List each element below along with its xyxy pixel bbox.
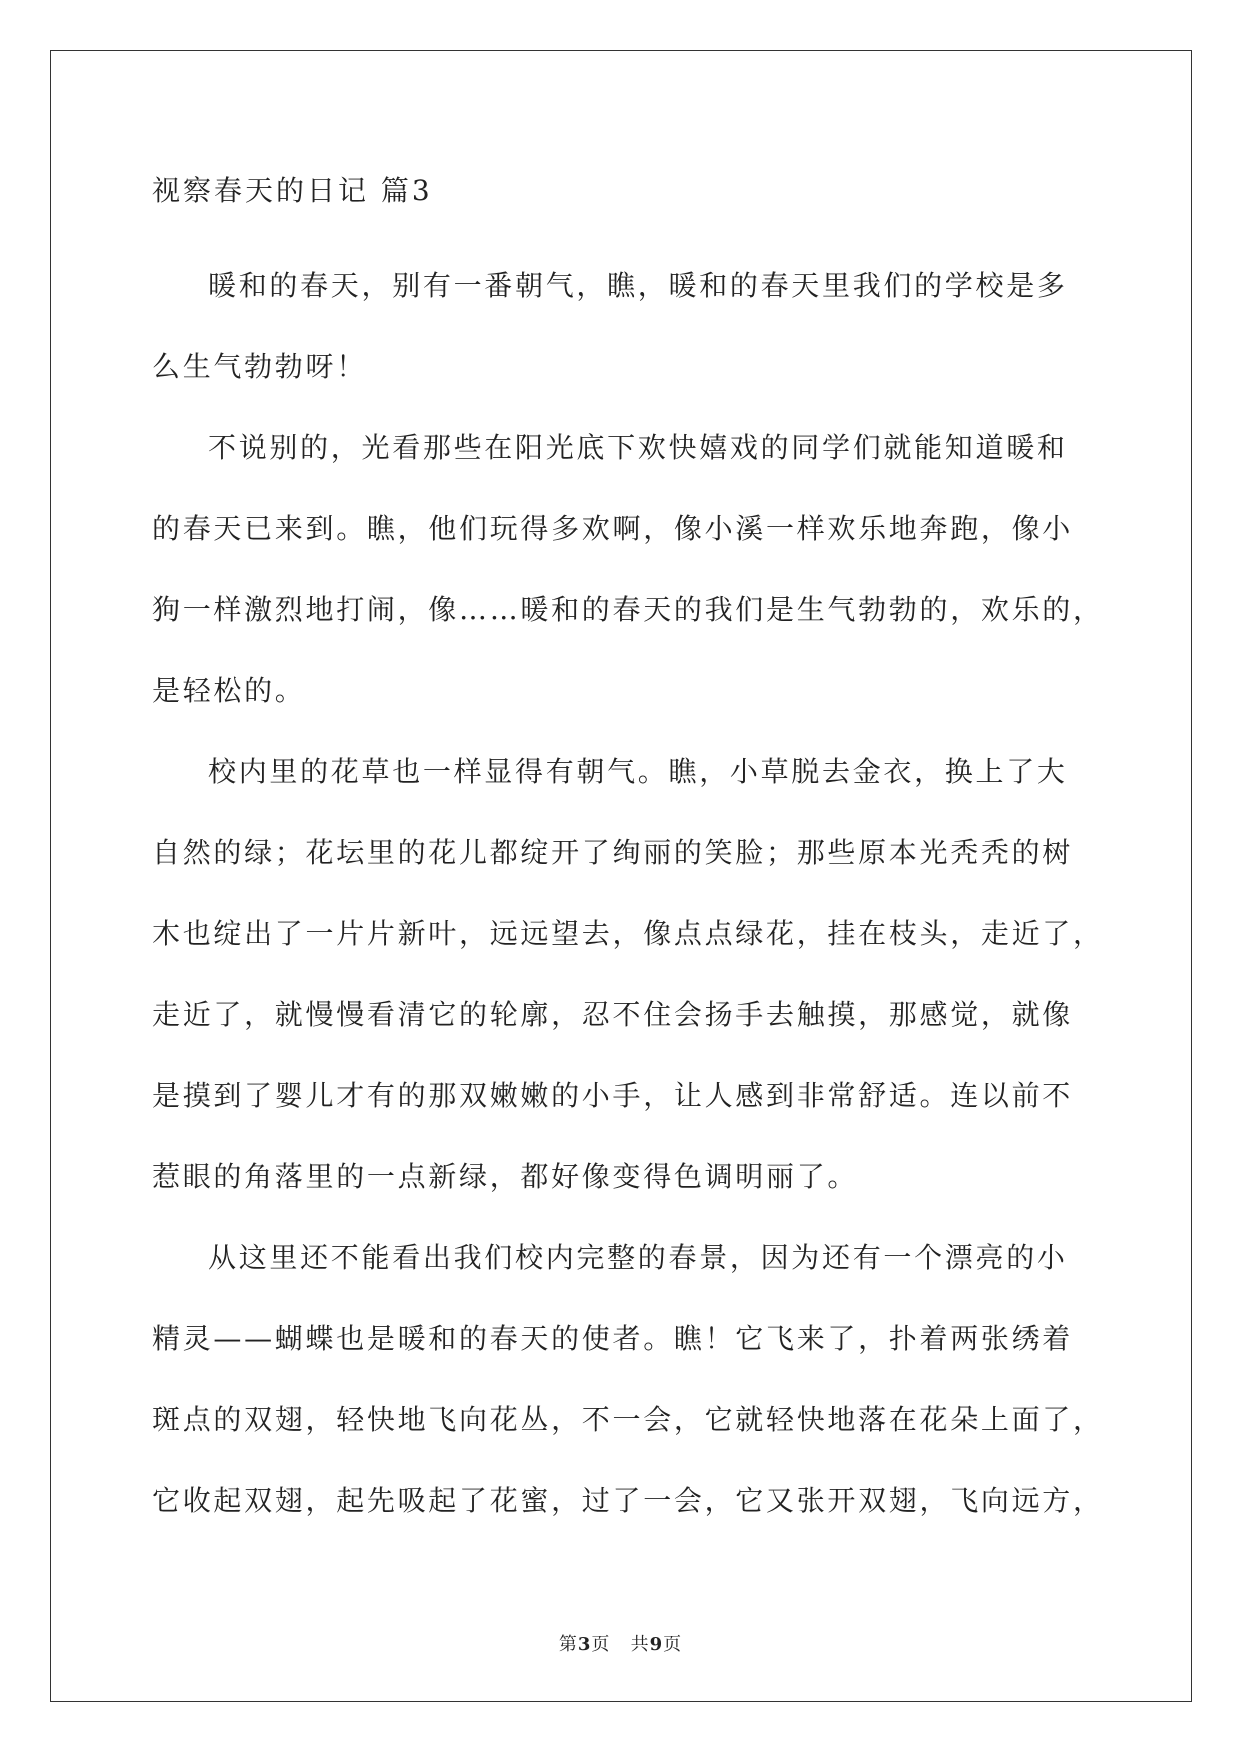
- footer-page-unit: 页: [591, 1634, 611, 1655]
- paragraph-line: 狗一样激烈地打闹，像……暖和的春天的我们是生气勃勃的，欢乐的，: [152, 593, 1104, 626]
- paragraph-3: [152, 731, 1104, 1217]
- paragraph-2: [152, 407, 1104, 731]
- document-body: [152, 165, 1104, 1541]
- paragraph-line: 是轻松的。: [152, 674, 306, 707]
- paragraph-line: 不说别的，光看那些在阳光底下欢快嬉戏的同学们就能知道暖和: [208, 431, 1068, 464]
- paragraph-1: [152, 245, 1092, 407]
- footer-total-unit: 页: [663, 1634, 683, 1655]
- paragraph-line: 斑点的双翅，轻快地飞向花丛，不一会，它就轻快地落在花朵上面了，: [152, 1403, 1104, 1436]
- footer-page-current: 3: [577, 1634, 592, 1655]
- paragraph-line: 它收起双翅，起先吸起了花蜜，过了一会，它又张开双翅，飞向远方，: [152, 1484, 1104, 1517]
- paragraph-line: 精灵——蝴蝶也是暖和的春天的使者。瞧！它飞来了，扑着两张绣着: [152, 1322, 1074, 1355]
- paragraph-line: 木也绽出了一片片新叶，远远望去，像点点绿花，挂在枝头，走近了，: [152, 917, 1104, 950]
- footer-page-total: 9: [649, 1634, 664, 1655]
- paragraph-line: 的春天已来到。瞧，他们玩得多欢啊，像小溪一样欢乐地奔跑，像小: [152, 512, 1074, 545]
- paragraph-line: 暖和的春天，别有一番朝气，瞧，暖和的春天里我们的学校是多: [208, 269, 1068, 302]
- paragraph-line: 么生气勃勃呀！: [152, 350, 367, 383]
- paragraph-line: 是摸到了婴儿才有的那双嫩嫩的小手，让人感到非常舒适。连以前不: [152, 1079, 1074, 1112]
- page-footer: [0, 1630, 1241, 1656]
- paragraph-4: [152, 1217, 1104, 1541]
- paragraph-line: 自然的绿；花坛里的花儿都绽开了绚丽的笑脸；那些原本光秃秃的树: [152, 836, 1074, 869]
- paragraph-line: 从这里还不能看出我们校内完整的春景，因为还有一个漂亮的小: [208, 1241, 1068, 1274]
- paragraph-line: 校内里的花草也一样显得有朝气。瞧，小草脱去金衣，换上了大: [208, 755, 1068, 788]
- footer-total-prefix: 共: [630, 1634, 650, 1655]
- footer-page-prefix: 第: [558, 1634, 578, 1655]
- paragraph-line: 惹眼的角落里的一点新绿，都好像变得色调明丽了。: [152, 1160, 859, 1193]
- paragraph-line: 走近了，就慢慢看清它的轮廓，忍不住会扬手去触摸，那感觉，就像: [152, 998, 1074, 1031]
- document-title: 视察春天的日记 篇3: [152, 174, 433, 207]
